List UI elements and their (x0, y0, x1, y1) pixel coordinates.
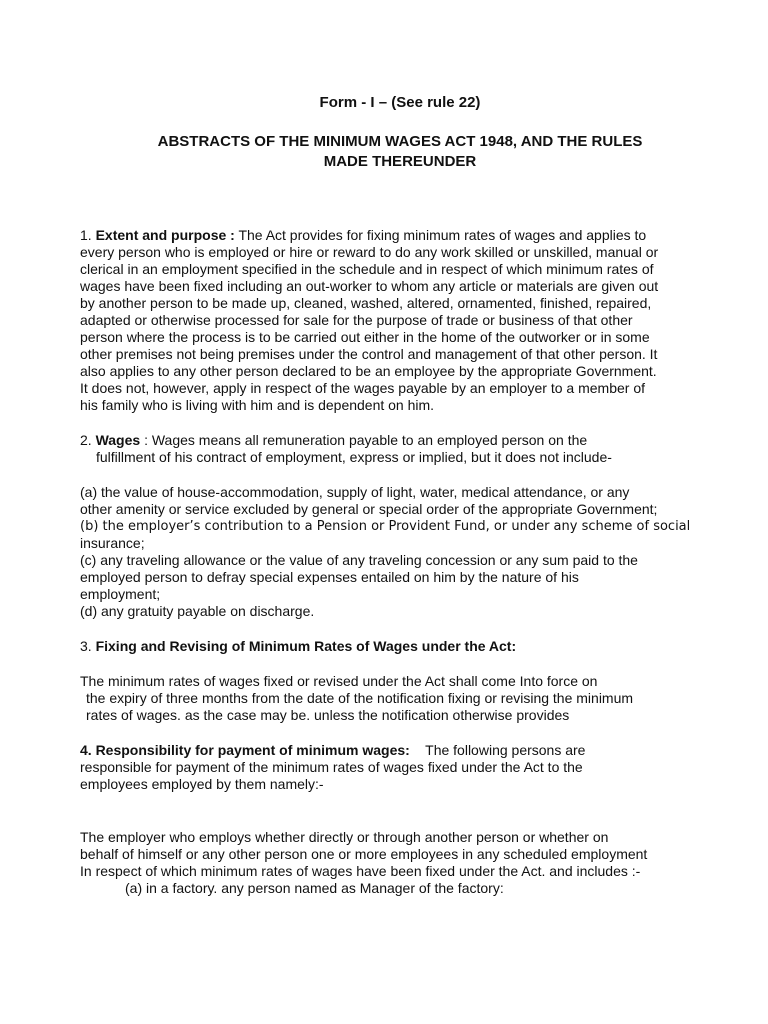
wages-exclusion-item: employed person to defray special expenses entailed on him by the nature of his (80, 569, 579, 585)
section-3-heading-line (80, 638, 740, 655)
section-4-text: The following persons are (409, 742, 586, 758)
wages-exclusion-item: (c) any traveling allowance or the value of any traveling concession or any sum paid to the (80, 552, 638, 568)
section-4-para-line: The employer who employs whether directly or through another person or whether on (80, 829, 609, 845)
section-1-heading: Extent and purpose : (95, 227, 235, 243)
section-2-number: 2. (80, 432, 96, 448)
section-1-line: clerical in an employment specified in the schedule and in respect of which minimum rates of (80, 261, 654, 277)
section-4-heading: 4. Responsibility for payment of minimum wages: (80, 742, 410, 758)
section-4-line-0 (80, 742, 740, 759)
section-2-heading: Wages (95, 432, 141, 448)
section-4-line: employees employed by them namely:- (80, 776, 324, 792)
section-4-para-line: behalf of himself or any other person one or more employees in any scheduled employment (80, 846, 648, 862)
section-3-line: the expiry of three months from the date of the notification fixing or revising the minimum (86, 690, 634, 706)
wages-exclusion-item: (b) the employer’s contribution to a Pension or Provident Fund, or under any scheme of social (80, 519, 691, 534)
document-title (0, 132, 768, 172)
title-line-2: MADE THEREUNDER (323, 153, 477, 170)
section-fixing-revising (80, 638, 740, 724)
section-2-text: : Wages means all remuneration payable to an employed person on the (140, 432, 588, 448)
form-title: Form - I – (See rule 22) (319, 94, 481, 111)
section-1-line-0 (80, 227, 740, 244)
wages-exclusion-item: insurance; (80, 535, 145, 551)
section-1-line: every person who is employed or hire or reward to do any work skilled or unskilled, manual or (80, 244, 659, 260)
section-3-heading: Fixing and Revising of Minimum Rates of Wages under the Act: (95, 638, 517, 654)
section-4-item-a: (a) in a factory. any person named as Manager of the factory: (125, 880, 504, 896)
section-wages (80, 432, 740, 620)
section-1-line: person where the process is to be carried out either in the home of the outworker or in some (80, 329, 650, 345)
section-1-text: The Act provides for fixing minimum rates of wages and applies to (234, 227, 647, 243)
section-4-line: responsible for payment of the minimum rates of wages fixed under the Act to the (80, 759, 583, 775)
section-3-line: The minimum rates of wages fixed or revised under the Act shall come Into force on (80, 673, 598, 689)
section-1-number: 1. (80, 227, 96, 243)
wages-exclusion-item: employment; (80, 586, 161, 602)
section-responsibility (80, 742, 740, 897)
wages-exclusion-item: other amenity or service excluded by general or special order of the appropriate Government; (80, 501, 658, 517)
section-1-line: adapted or otherwise processed for sale for the purpose of trade or business of that other (80, 312, 633, 328)
section-1-line: by another person to be made up, cleaned, washed, altered, ornamented, finished, repaired, (80, 295, 652, 311)
section-1-line: wages have been fixed including an out-worker to whom any article or materials are given out (80, 278, 659, 294)
section-1-line: his family who is living with him and is dependent on him. (80, 397, 435, 413)
document-body (80, 227, 740, 897)
section-1-line: It does not, however, apply in respect of the wages payable by an employer to a member of (80, 380, 645, 396)
section-4-para-line: In respect of which minimum rates of wages have been fixed under the Act. and includes :- (80, 863, 641, 879)
wages-exclusion-item: (a) the value of house-accommodation, supply of light, water, medical attendance, or any (80, 484, 630, 500)
title-line-1: ABSTRACTS OF THE MINIMUM WAGES ACT 1948, AND THE RULES (157, 133, 643, 150)
section-2-line: fulfillment of his contract of employment, express or implied, but it does not include- (96, 449, 612, 465)
section-3-number: 3. (80, 638, 96, 654)
section-2-line-0 (80, 432, 740, 449)
section-3-line: rates of wages. as the case may be. unless the notification otherwise provides (86, 707, 570, 723)
wages-exclusion-item: (d) any gratuity payable on discharge. (80, 603, 315, 619)
section-1-line: also applies to any other person declared to be an employee by the appropriate Government. (80, 363, 657, 379)
section-extent-purpose (80, 227, 740, 414)
section-1-line: other premises not being premises under the control and management of that other person. It (80, 346, 658, 362)
